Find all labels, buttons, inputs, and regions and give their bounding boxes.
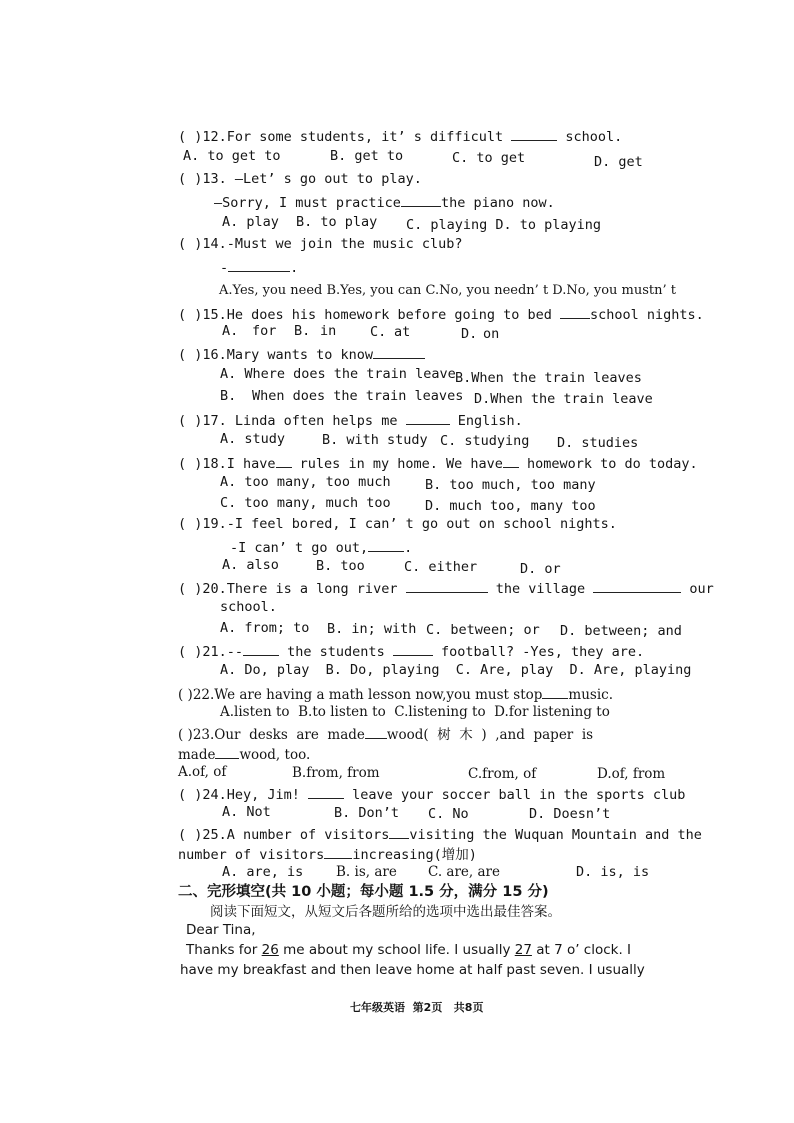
answer-blank <box>401 194 441 207</box>
q18-option-d: D. much too, many too <box>425 498 596 514</box>
q21-stem-b: the students <box>279 644 393 660</box>
q20-stem-a: ( )20.There is a long river <box>178 581 406 597</box>
answer-blank <box>393 643 433 656</box>
question-18 <box>178 455 698 472</box>
q15-option-c-text: at <box>394 324 411 340</box>
q20-option-a: A. from; to <box>220 620 310 636</box>
q20-option-d: D. between; and <box>560 623 682 639</box>
q23-option-b: B.from, from <box>292 765 380 781</box>
answer-blank <box>406 412 450 425</box>
q20-stem-b: the village <box>487 581 594 597</box>
q15-option-b-letter: B. <box>294 323 311 339</box>
q18-stem-b: rules in my home. We have <box>291 456 503 472</box>
q19-option-a: A. also <box>222 557 279 573</box>
q12-option-a: A. to get to <box>183 148 281 164</box>
q25-stem-d: increasing(增加) <box>352 847 477 863</box>
q24-stem-start: ( )24.Hey, Jim! <box>178 787 309 803</box>
q17-stem-start: ( )17. Linda often helps me <box>178 413 406 429</box>
q12-option-b: B. get to <box>330 148 404 164</box>
q19-reply-start: -I can’ t go out, <box>230 540 369 556</box>
cloze-blank-27: 27 <box>514 942 532 958</box>
q17-option-b: B. with study <box>322 432 428 448</box>
question-14: ( )14.-Must we join the music club? <box>178 236 463 252</box>
question-17 <box>178 412 523 429</box>
answer-blank <box>276 455 292 468</box>
q15-option-d-text: on <box>483 326 500 342</box>
q12-stem-end: school. <box>557 129 623 145</box>
q18-stem-a: ( )18.I have <box>178 456 276 472</box>
q24-option-c: C. No <box>428 806 469 822</box>
q23-stem-d: wood, too. <box>239 747 311 763</box>
answer-blank <box>215 746 239 759</box>
q23-stem-a: ( )23.Our desks are made <box>178 727 365 743</box>
q12-option-c: C. to get <box>452 150 526 166</box>
q14-reply-end: . <box>290 260 299 276</box>
question-13: ( )13. —Let’ s go out to play. <box>178 171 422 187</box>
q13-reply-start: —Sorry, I must practice <box>214 195 401 211</box>
q19-reply-end: . <box>404 540 413 556</box>
q24-option-b: B. Don’t <box>334 805 400 821</box>
q22-stem-start: ( )22.We are having a math lesson now,you must stop <box>178 687 543 703</box>
q16-option-c-letter: B. <box>220 388 237 404</box>
q25-stem-continued <box>178 846 477 863</box>
question-22 <box>178 686 613 703</box>
q15-stem-start: ( )15.He does his homework before going to bed <box>178 307 561 323</box>
q22-options: A.listen to B.to listen to C.listening to D.for listening to <box>220 704 610 720</box>
answer-blank <box>593 580 681 593</box>
question-23 <box>178 726 593 743</box>
question-12 <box>178 128 622 145</box>
q14-reply-dash: - <box>220 260 229 276</box>
q25-option-d: D. is, is <box>576 864 650 880</box>
answer-blank <box>503 455 519 468</box>
q20-stem-c: our <box>681 581 714 597</box>
q23-option-d: D.of, from <box>597 766 666 782</box>
letter-salutation: Dear Tina, <box>186 922 256 938</box>
q24-stem-end: leave your soccer ball in the sports club <box>344 787 686 803</box>
q15-stem-end: school nights. <box>590 307 704 323</box>
passage-text: me about my school life. I usually <box>278 942 515 958</box>
q20-stem-continued: school. <box>220 599 277 615</box>
section-heading: 二、完形填空(共 10 小题；每小题 1.5 分，满分 15 分) <box>178 884 549 900</box>
q18-stem-c: homework to do today. <box>518 456 698 472</box>
q18-option-b: B. too much, too many <box>425 477 596 493</box>
q21-stem-c: football? -Yes, they are. <box>432 644 645 660</box>
question-21 <box>178 643 644 660</box>
q24-option-a: A. Not <box>222 804 271 820</box>
question-15 <box>178 306 704 323</box>
q14-reply <box>220 259 298 276</box>
q15-option-d-letter: D. <box>461 326 478 342</box>
q25-option-a: A. are, is <box>222 864 304 880</box>
q25-stem-c: number of visitors <box>178 847 325 863</box>
q17-stem-end: English. <box>449 413 523 429</box>
q20-option-c: C. between; or <box>426 622 540 638</box>
answer-blank <box>368 539 404 552</box>
q15-option-a-text: for <box>252 323 277 339</box>
q16-option-b: B.When the train leaves <box>455 370 642 386</box>
q19-option-b: B. too <box>316 558 365 574</box>
question-25 <box>178 826 702 843</box>
q13-option-cd: C. playing D. to playing <box>406 217 602 233</box>
q18-option-a: A. too many, too much <box>220 474 391 490</box>
passage-line-1 <box>186 944 631 958</box>
answer-blank <box>389 826 409 839</box>
passage-text: Thanks for <box>186 942 262 958</box>
q23-option-a: A.of, of <box>178 764 227 780</box>
q13-option-a: A. play <box>222 214 279 230</box>
q17-option-c: C. studying <box>440 433 530 449</box>
q25-option-b: B. is, are <box>336 864 397 880</box>
q17-option-a: A. study <box>220 431 286 447</box>
q15-option-a-letter: A. <box>222 323 239 339</box>
q12-stem-start: ( )12.For some students, it’ s difficult <box>178 129 512 145</box>
q16-option-c-text: When does the train leaves <box>252 388 464 404</box>
q13-option-b: B. to play <box>296 214 378 230</box>
passage-text: at 7 o’ clock. I <box>531 942 632 958</box>
q14-options: A.Yes, you need B.Yes, you can C.No, you needn’ t D.No, you mustn’ t <box>219 283 676 298</box>
q23-option-c: C.from, of <box>468 766 537 782</box>
q23-stem-b: wood( 树 木 ) ,and paper is <box>386 727 594 743</box>
answer-blank <box>228 259 290 272</box>
section-instruction: 阅读下面短文，从短文后各题所给的选项中选出最佳答案。 <box>210 904 561 920</box>
question-24 <box>178 786 685 803</box>
answer-blank <box>308 786 344 799</box>
question-19: ( )19.-I feel bored, I can’ t go out on school nights. <box>178 516 617 532</box>
q12-option-d: D. get <box>594 154 643 170</box>
q16-option-a: A. Where does the train leave <box>220 366 456 382</box>
q16-stem: ( )16.Mary wants to know <box>178 347 374 363</box>
passage-line-2: have my breakfast and then leave home at half past seven. I usually <box>180 962 645 978</box>
answer-blank <box>560 306 590 319</box>
q21-options: A. Do, play B. Do, playing C. Are, play D. Are, playing <box>220 662 692 678</box>
answer-blank <box>511 128 557 141</box>
q16-option-d: D.When the train leave <box>474 391 653 407</box>
q19-option-d: D. or <box>520 561 561 577</box>
question-20 <box>178 580 714 597</box>
q22-stem-end: music. <box>568 687 613 703</box>
q23-stem-c: made <box>178 747 216 763</box>
q17-option-d: D. studies <box>557 435 639 451</box>
answer-blank <box>365 726 387 739</box>
answer-blank <box>243 643 279 656</box>
question-16 <box>178 346 425 363</box>
q15-option-b-text: in <box>320 323 337 339</box>
answer-blank <box>373 346 425 359</box>
cloze-blank-26: 26 <box>261 942 279 958</box>
q21-stem-a: ( )21.-- <box>178 644 244 660</box>
q13-reply <box>214 194 555 211</box>
q13-reply-end: the piano now. <box>440 195 555 211</box>
q18-option-c: C. too many, much too <box>220 495 391 511</box>
q24-option-d: D. Doesn’t <box>529 806 611 822</box>
answer-blank <box>324 846 352 859</box>
q15-option-c-letter: C. <box>370 324 387 340</box>
q25-option-c: C. are, are <box>428 864 500 880</box>
q25-stem-a: ( )25.A number of visitors <box>178 827 390 843</box>
q19-reply <box>230 539 412 556</box>
q20-option-b: B. in; with <box>327 621 417 637</box>
q19-option-c: C. either <box>404 559 478 575</box>
answer-blank <box>406 580 488 593</box>
q23-stem-continued <box>178 746 310 763</box>
page-footer: 七年级英语 第2页 共8页 <box>350 1001 484 1014</box>
answer-blank <box>542 686 568 699</box>
q25-stem-b: visiting the Wuquan Mountain and the <box>409 827 702 843</box>
